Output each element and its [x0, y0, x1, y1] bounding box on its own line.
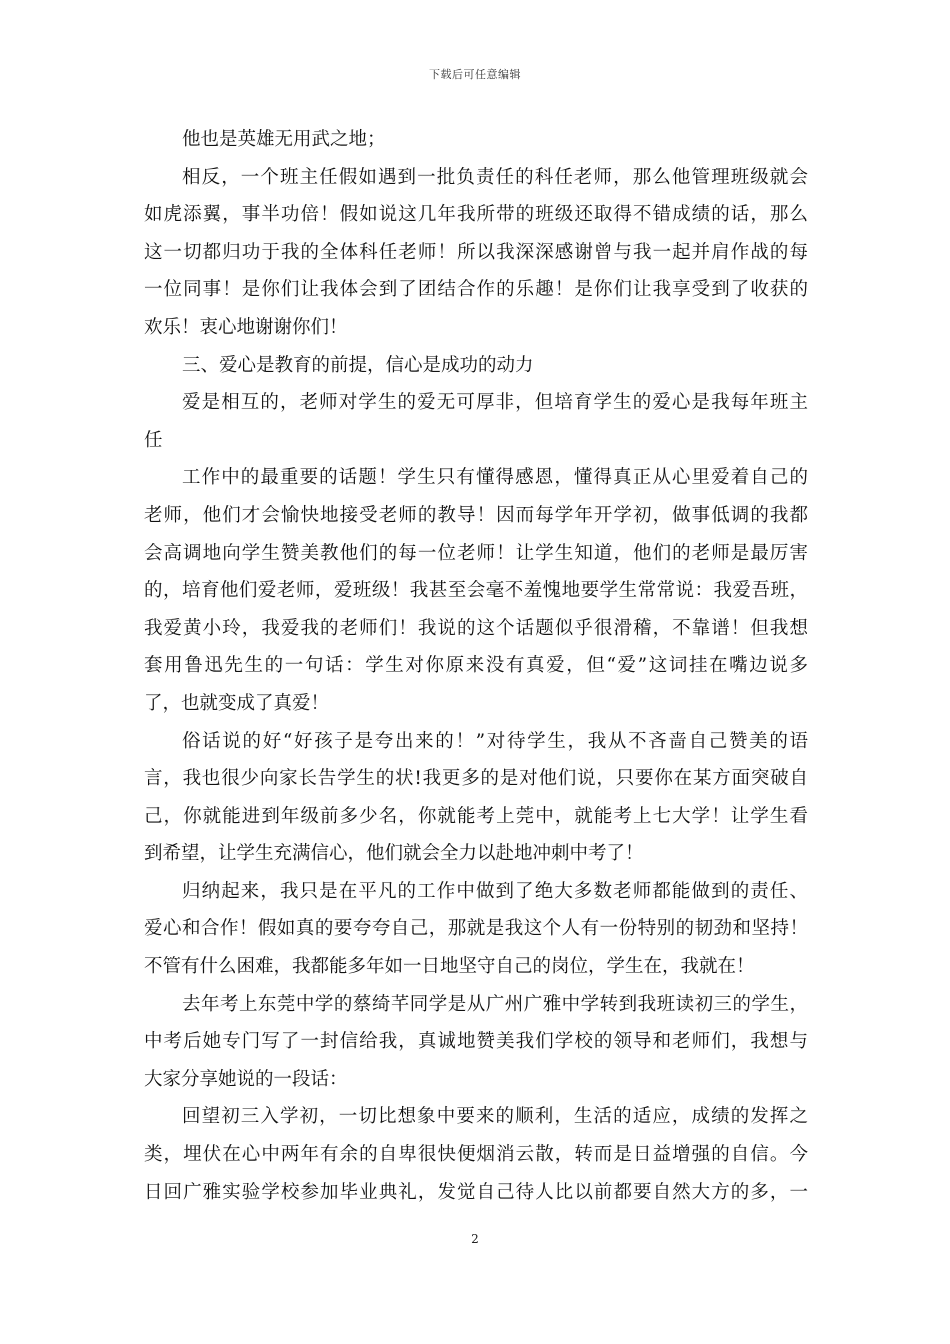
text-line: 三、爱心是教育的前提，信心是成功的动力: [182, 354, 534, 376]
text-line: 我爱黄小玲，我爱我的老师们！我说的这个话题似乎很滑稽，不靠谱！但我想: [144, 617, 808, 639]
document-body: [144, 121, 808, 1211]
text-line: 言，我也很少向家长告学生的状!我更多的是对他们说，只要你在某方面突破自: [144, 768, 808, 790]
text-line: 了，也就变成了真爱！: [144, 692, 330, 714]
text-line: 不管有什么困难，我都能多年如一日地坚守自己的岗位，学生在，我就在！: [144, 956, 755, 978]
text-line: 如虎添翼，事半功倍！假如说这几年我所带的班级还取得不错成绩的话，那么: [144, 204, 808, 226]
text-line: 回望初三入学初，一切比想象中要来的顺利，生活的适应，成绩的发挥之: [182, 1106, 808, 1128]
text-line: 相反，一个班主任假如遇到一批负责任的科任老师，那么他管理班级就会: [182, 166, 808, 188]
text-line: 大家分享她说的一段话：: [144, 1068, 348, 1090]
text-line: 他也是英雄无用武之地；: [182, 129, 386, 150]
text-line: 日回广雅实验学校参加毕业典礼，发觉自己待人比以前都要自然大方的多，一: [144, 1181, 808, 1203]
text-line: 去年考上东莞中学的蔡绮芊同学是从广州广雅中学转到我班读初三的学生，: [182, 993, 808, 1015]
page-number: 2: [471, 1232, 479, 1246]
text-line: 这一切都归功于我的全体科任老师！所以我深深感谢曾与我一起并肩作战的每: [144, 241, 808, 263]
text-line: 俗话说的好“好孩子是夸出来的！”对待学生，我从不吝啬自己赞美的语: [182, 730, 808, 752]
text-line: 爱心和合作！假如真的要夸夸自己，那就是我这个人有一份特别的韧劲和坚持！: [144, 918, 808, 940]
text-line: 会高调地向学生赞美教他们的每一位老师！让学生知道，他们的老师是最厉害: [144, 542, 808, 564]
text-line: 工作中的最重要的话题！学生只有懂得感恩，懂得真正从心里爱着自己的: [182, 467, 808, 489]
text-line: 一位同事！是你们让我体会到了团结合作的乐趣！是你们让我享受到了收获的: [144, 279, 808, 301]
text-line: 老师，他们才会愉快地接受老师的教导！因而每学年开学初，做事低调的我都: [144, 504, 808, 526]
text-line: 欢乐！衷心地谢谢你们！: [144, 316, 348, 338]
text-line: 到希望，让学生充满信心，他们就会全力以赴地冲刺中考了！: [144, 843, 644, 865]
text-line: 中考后她专门写了一封信给我，真诚地赞美我们学校的领导和老师们，我想与: [144, 1031, 808, 1053]
page-header: 下载后可任意编辑: [429, 68, 521, 81]
text-line: 套用鲁迅先生的一句话：学生对你原来没有真爱，但“爱”这词挂在嘴边说多: [144, 655, 808, 677]
text-line: 类，埋伏在心中两年有余的自卑很快便烟消云散，转而是日益增强的自信。今: [144, 1144, 808, 1166]
text-line: 己，你就能进到年级前多少名，你就能考上莞中，就能考上七大学！让学生看: [144, 805, 808, 827]
text-line: 的，培育他们爱老师，爱班级！我甚至会毫不羞愧地要学生常常说：我爱吾班，: [144, 580, 808, 602]
text-line: 任: [144, 429, 163, 451]
text-line: 爱是相互的，老师对学生的爱无可厚非，但培育学生的爱心是我每年班主: [182, 392, 808, 414]
text-line: 归纳起来，我只是在平凡的工作中做到了绝大多数老师都能做到的责任、: [182, 880, 808, 902]
